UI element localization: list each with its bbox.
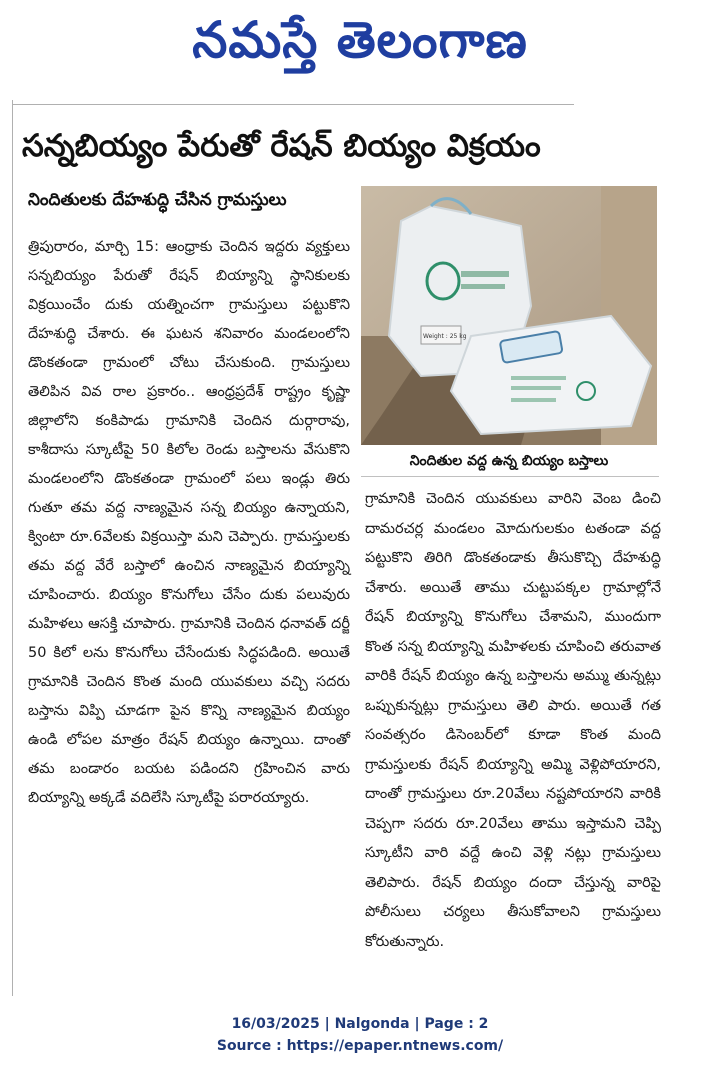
bag-weight-label: Weight : 25 kg (423, 333, 467, 340)
article-body-right-column: గ్రామానికి చెందిన యువకులు వారిని వెంబ డించి దామరచర్ల మండలం మోదుగులకుం టతండా వద్ద పట్టుకొని తిరిగి డొంకతండాకు తీసుకొచ్చి దేహశుద్ధి చేశారు. అయితే తాము చుట్టుపక్కల గ్రామాల్లోనే రేషన్ బియ్యాన్ని కొనుగోలు చేశామని, ముందుగా కొంత సన్న బియ్యాన్ని మహిళలకు చూపించి తరువాత వారికి రేషన్ బియ్యం ఉన్న బస్తాలను అమ్ము తున్నట్లు ఒప్పుకున్నట్లు గ్రామస్తులు తెలి పారు. అయితే గత సంవత్సరం డిసెంబర్‌లో కూడా కొంత మంది గ్రామస్తులకు రేషన్ బియ్యాన్ని అమ్మి వెళ్లిపోయారని, దాంతో గ్రామస్తులు రూ.20వేలు నష్టపోయారని వారికి చెప్పగా సదరు రూ.20వేలు తాము ఇస్తామని చెప్పి స్కూటీని వారి వద్దే ఉంచి వెళ్లి నట్లు గ్రామస్తులు తెలిపారు. రేషన్ బియ్యం దందా చేస్తున్న వారిపై పోలీసులు చర్యలు తీసుకోవాలని గ్రామస్తులు కోరుతున్నారు. (365, 491, 661, 950)
article-subheadline: నిందితులకు దేహశుద్ధి చేసిన గ్రామస్తులు (28, 190, 287, 210)
newspaper-masthead: నమస్తే తెలంగాణ (192, 11, 528, 69)
photo-caption: నిందితుల వద్ద ఉన్న బియ్యం బస్తాలు (409, 453, 609, 469)
caption-divider (361, 476, 659, 477)
footer-date-edition: 16/03/2025 | Nalgonda | Page : 2 (231, 1016, 489, 1032)
footer-source: Source : https://epaper.ntnews.com/ (216, 1038, 504, 1054)
article-headline: సన్నబియ్యం పేరుతో రేషన్ బియ్యం విక్రయం (22, 128, 541, 164)
article-body-left-column: త్రిపురారం, మార్చి 15: ఆంధ్రాకు చెందిన ఇద్దరు వ్యక్తులు సన్నబియ్యం పేరుతో రేషన్ బియ్యాన్ని స్థానికులకు విక్రయించేం దుకు యత్నించగా గ్రామస్తులు పట్టుకొని దేహశుద్ధి చేశారు. ఈ ఘటన శనివారం మండలంలోని డొంకతండా గ్రామంలో చోటు చేసుకుంది. గ్రామస్తులు తెలిపిన వివ రాల ప్రకారం.. ఆంధ్రప్రదేశ్ రాష్ట్రం కృష్ణా జిల్లాలోని కంకిపాడు గ్రామానికి చెందిన దుర్గారావు, కాశీదాసు స్కూటీపై 50 కిలోల రెండు బస్తాలను వేసుకొని మండలంలోని డొంకతండా గ్రామంలో పలు ఇండ్లు తిరు గుతూ తమ వద్ద నాణ్యమైన సన్న బియ్యం ఉన్నాయని, క్వింటా రూ.6వేలకు విక్రయిస్తా మని చెప్పారు. గ్రామస్తులకు తమ వద్ద వేరే బస్తాలో ఉంచిన నాణ్యమైన బియ్యాన్ని చూపించారు. బియ్యం కొనుగోలు చేసేం దుకు పలువురు మహిళలు ఆసక్తి చూపారు. గ్రామానికి చెందిన ధనావత్ దర్జీ 50 కిలో లను కొనుగోలు చేసేందుకు సిద్ధపడింది. అయితే గ్రామానికి చెందిన కొంత మంది యువకులు వచ్చి సదరు బస్తాను విప్పి చూడగా పైన కొన్ని నాణ్యమైన బియ్యం ఉండి లోపల మాత్రం రేషన్ బియ్యం ఉన్నాయి. దాంతో తమ బండారం బయట పడిందని గ్రహించిన వారు బియ్యాన్ని అక్కడే వదిలేసి స్కూటీపై పరారయ్యారు. (28, 239, 350, 806)
top-divider (12, 104, 574, 105)
rice-bags-photo (361, 186, 657, 445)
